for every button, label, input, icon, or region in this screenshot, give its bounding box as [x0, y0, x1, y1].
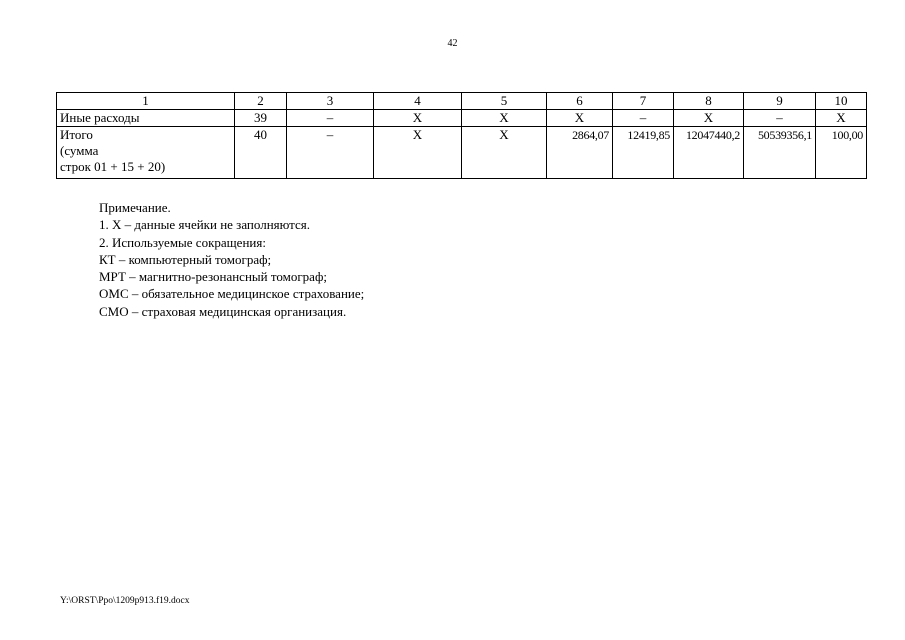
- table-cell: Х: [816, 110, 867, 127]
- row-label-line: строк 01 + 15 + 20): [60, 159, 166, 174]
- column-number: 4: [374, 93, 462, 110]
- table-row-total: [57, 127, 867, 179]
- column-number: 6: [547, 93, 613, 110]
- table-cell: Х: [547, 110, 613, 127]
- table-cell: –: [744, 110, 816, 127]
- notes-title: Примечание.: [99, 200, 171, 215]
- column-number: 2: [235, 93, 287, 110]
- row-label: [57, 110, 235, 127]
- note-line: МРТ – магнитно-резонансный томограф;: [99, 269, 327, 285]
- note-line: КТ – компьютерный томограф;: [99, 251, 272, 267]
- table-cell: 12047440,2: [674, 127, 744, 179]
- table-cell: –: [613, 110, 674, 127]
- table-cell: 100,00: [816, 127, 867, 179]
- table-cell: Х: [674, 110, 744, 127]
- table-header-row: [57, 93, 867, 110]
- table-cell: –: [287, 127, 374, 179]
- table-cell: 2864,07: [547, 127, 613, 179]
- table-cell: Х: [462, 110, 547, 127]
- table-cell: Х: [374, 110, 462, 127]
- table-cell: 40: [235, 127, 287, 179]
- column-number: 10: [816, 93, 867, 110]
- table-cell: –: [287, 110, 374, 127]
- column-number: 8: [674, 93, 744, 110]
- note-line: ОМС – обязательное медицинское страхование;: [99, 286, 365, 302]
- column-number: 1: [57, 93, 235, 110]
- row-label: [57, 127, 235, 179]
- table-cell: Х: [462, 127, 547, 179]
- column-number: 9: [744, 93, 816, 110]
- column-number: 7: [613, 93, 674, 110]
- note-line: 2. Используемые сокращения:: [99, 234, 266, 250]
- column-number: 3: [287, 93, 374, 110]
- notes-section: [99, 199, 364, 320]
- expenses-table: [56, 92, 867, 179]
- table-cell: Х: [374, 127, 462, 179]
- row-label-line: Иные расходы: [60, 110, 140, 125]
- row-label-line: (сумма: [60, 143, 99, 158]
- table-cell: 12419,85: [613, 127, 674, 179]
- note-line: 1. Х – данные ячейки не заполняются.: [99, 217, 311, 233]
- table-row: [57, 110, 867, 127]
- row-label-line: Итого: [60, 127, 93, 142]
- document-file-path: Y:\ORST\Ppo\1209p913.f19.docx: [60, 596, 190, 606]
- table-cell: 39: [235, 110, 287, 127]
- column-number: 5: [462, 93, 547, 110]
- note-line: СМО – страховая медицинская организация.: [99, 303, 347, 319]
- page-number: 42: [447, 38, 458, 49]
- table-cell: 50539356,1: [744, 127, 816, 179]
